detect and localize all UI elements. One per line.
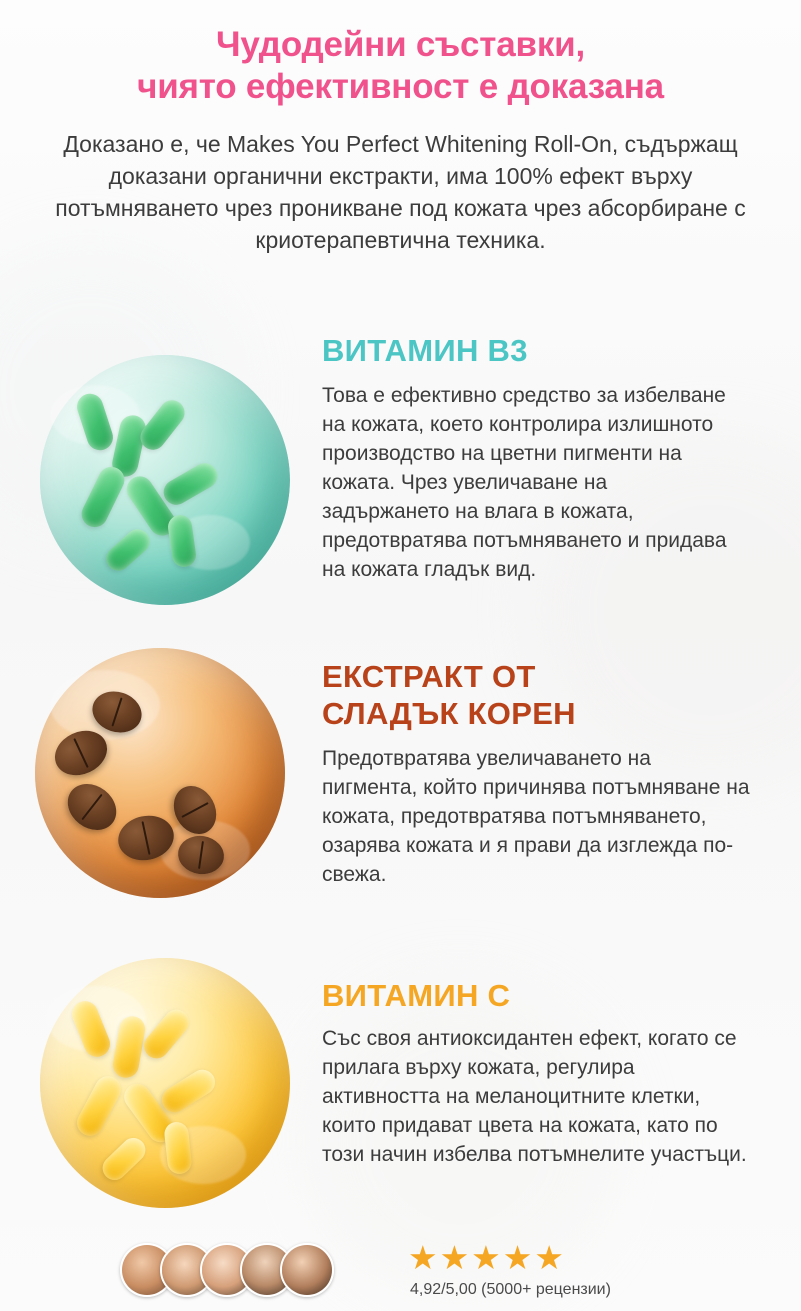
avatar	[280, 1243, 334, 1297]
ingredient-title: ВИТАМИН C	[322, 978, 511, 1013]
ingredient-title-line2: СЛАДЪК КОРЕН	[322, 696, 576, 731]
ingredient-image-vitamin-c	[20, 950, 300, 1230]
ingredient-body: Това е ефективно средство за избелване на кожата, което контролира излишното производство на цветни пигменти на кожата. Чрез увеличаване на задържането на влага в кожата, предотвратява потъмняването и придава на кожата гладък вид.	[322, 384, 727, 581]
ingredient-title: ВИТАМИН B3	[322, 333, 528, 368]
ingredient-section-vitamin-b3	[322, 333, 737, 584]
ingredient-image-licorice-extract	[10, 640, 300, 930]
page-title	[0, 24, 801, 108]
ingredient-section-licorice-extract	[322, 658, 752, 889]
page-title-line1: Чудодейни съставки,	[216, 25, 585, 64]
ingredient-section-vitamin-c	[322, 978, 752, 1169]
ingredient-title-line1: ЕКСТРАКТ ОТ	[322, 659, 536, 694]
page-title-line2: чиято ефективност е доказана	[137, 67, 664, 106]
ingredient-body: Предотвратява увеличаването на пигмента, който причинява потъмняване на кожата, предотвратява потъмняването, озарява кожата и я прави да изглежда по-свежа.	[322, 747, 750, 886]
intro-paragraph: Доказано е, че Makes You Perfect Whitening Roll-On, съдържащ доказани органични екстракти, има 100% ефект върху потъмняването чрез проникване под кожата чрез абсорбиране с криотерапевтична техника.	[55, 131, 746, 253]
rating-text: 4,92/5,00 (5000+ рецензии)	[410, 1281, 611, 1298]
reviews-footer	[120, 1239, 680, 1305]
ingredient-body: Със своя антиоксидантен ефект, когато се прилага върху кожата, регулира активността на меланоцитните клетки, които придават цвета на кожата, като по този начин избелва потъмнелите участъци.	[322, 1027, 747, 1166]
avatar-photo	[282, 1245, 332, 1295]
star-rating-icon: ★★★★★	[408, 1239, 566, 1276]
ingredient-image-vitamin-b3	[20, 345, 290, 615]
